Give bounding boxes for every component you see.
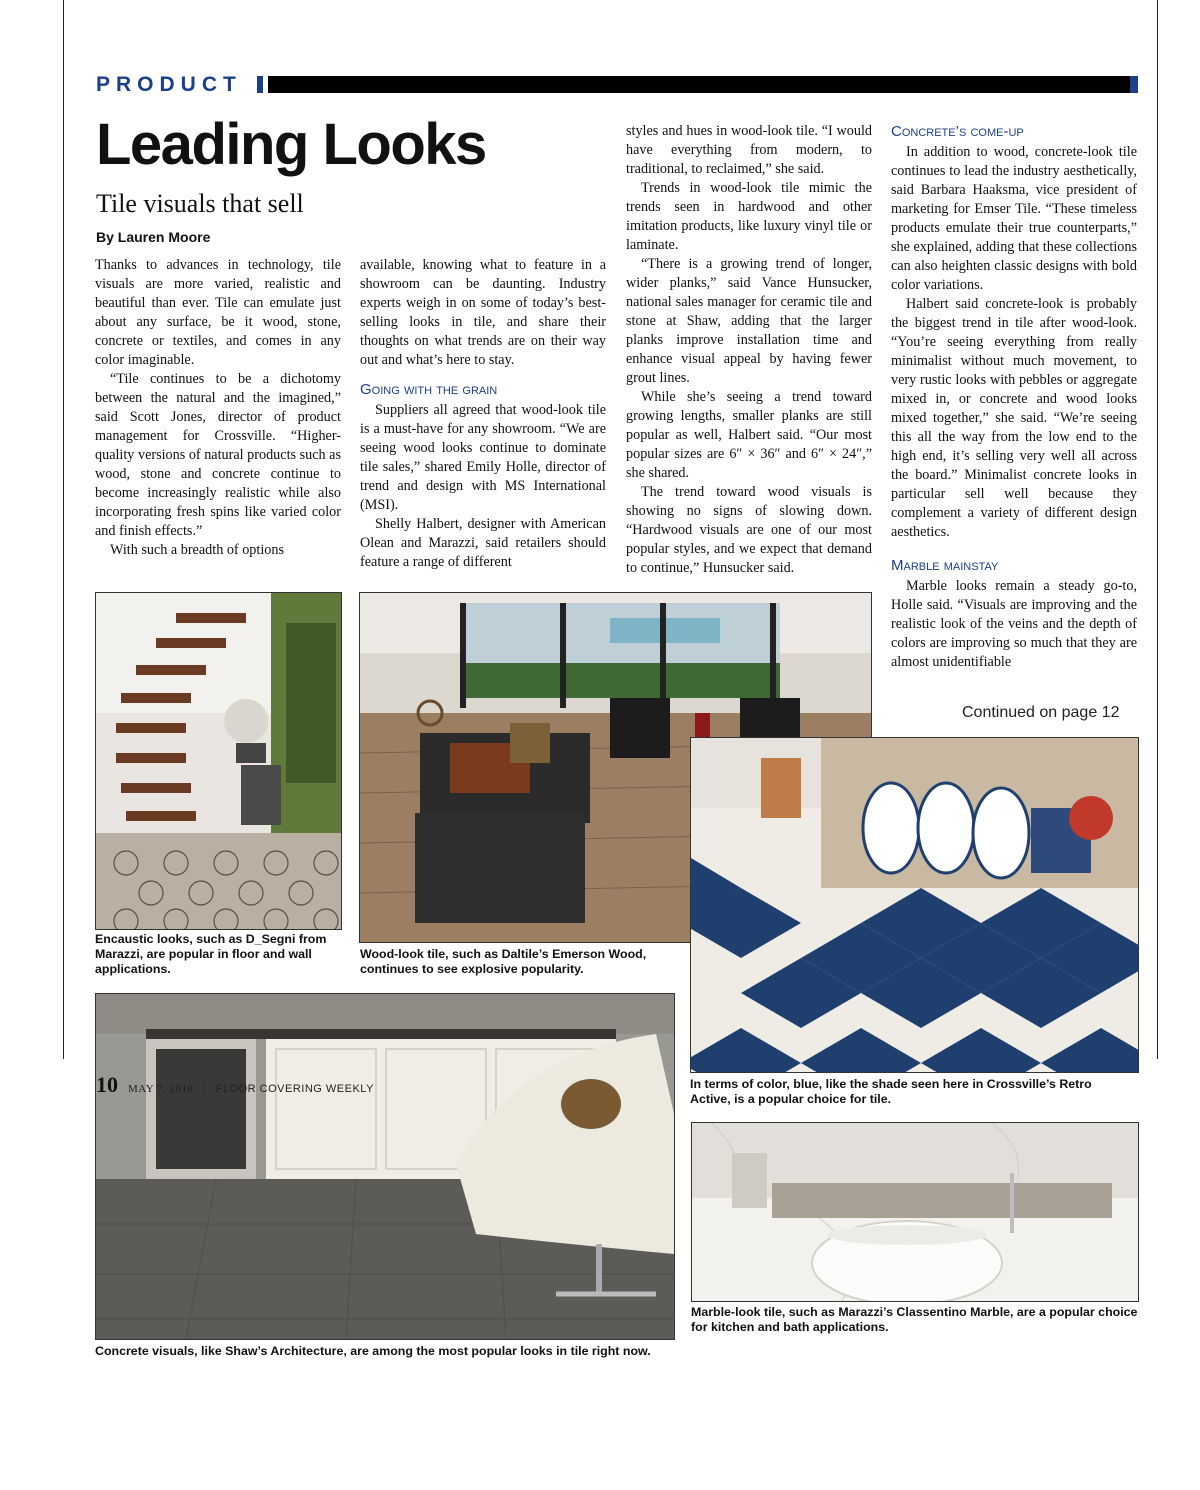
paragraph: While she’s seeing a trend toward growing lengths, smaller planks are still popular as well, Halbert said. “Our most popular sizes are 6″ × 36″ and 6″ × 24″,” she shared. <box>626 389 872 481</box>
article-subtitle: Tile visuals that sell <box>96 189 304 218</box>
article-title: Leading Looks <box>96 112 486 177</box>
issue-date: MAY 7, 2018 <box>128 1083 194 1095</box>
subhead-marble: Marble mainstay <box>891 557 999 574</box>
caption-encaustic: Encaustic looks, such as D_Segni from Marazzi, are popular in floor and wall applications. <box>95 932 327 976</box>
text-column-3 <box>626 122 872 578</box>
paragraph: “Tile continues to be a dichotomy between the natural and the imagined,” said Scott Jones, director of product management for Crossville. “Higher-quality versions of natural products such as wood, stone and concrete continue to become increasingly realistic while also incorporating fresh spins like varied color and finish effects.” <box>95 371 341 539</box>
caption-blue: In terms of color, blue, like the shade seen here in Crossville’s Retro Active, is a popular choice for tile. <box>690 1077 1092 1106</box>
encaustic-photo <box>95 592 342 930</box>
caption-concrete: Concrete visuals, like Shaw’s Architecture, are among the most popular looks in tile right now. <box>95 1344 651 1358</box>
subhead-wood: Going with the grain <box>360 381 498 398</box>
caption-wood: Wood-look tile, such as Daltile’s Emerson Wood, continues to see explosive popularity. <box>360 947 647 976</box>
paragraph: In addition to wood, concrete-look tile continues to lead the industry aesthetically, said Barbara Haaksma, vice president of marketing for Emser Tile. “These timeless products emulate their true counterparts,” she explained, adding that these collections can also heighten classic designs with bold color variations. <box>891 144 1137 293</box>
paragraph: Trends in wood-look tile mimic the trends seen in hardwood and other imitation products, like luxury vinyl tile or laminate. <box>626 180 872 253</box>
text-column-4 <box>891 122 1137 672</box>
continued-note: Continued on page 12 <box>962 704 1120 721</box>
footer-separator: | <box>203 1083 206 1095</box>
paragraph: styles and hues in wood-look tile. “I would have everything from modern, to traditional, to reclaimed,” she said. <box>626 123 872 177</box>
caption-marble: Marble-look tile, such as Marazzi’s Classentino Marble, are a popular choice for kitchen and bath applications. <box>691 1305 1138 1334</box>
text-column-1 <box>95 256 341 560</box>
paragraph: Marble looks remain a steady go-to, Holle said. “Visuals are improving and the realistic look of the veins and the depth of colors are improving so much that they are almost unidentifiable <box>891 578 1137 670</box>
concrete-photo <box>95 993 675 1340</box>
page-footer <box>96 1072 374 1098</box>
section-label: PRODUCT <box>96 73 242 96</box>
page-right-rule <box>1157 0 1158 1059</box>
paragraph: “There is a growing trend of longer, wider planks,” said Vance Hunsucker, national sales manager for ceramic tile and stone at Shaw, adding that the larger planks improve installation time and enhance visual appeal by having fewer grout lines. <box>626 256 872 386</box>
text-column-2 <box>360 256 606 572</box>
blue-tile-photo <box>690 737 1139 1073</box>
subhead-concrete: Concrete’s come-up <box>891 123 1024 140</box>
page-left-rule <box>63 0 64 1059</box>
paragraph: Thanks to advances in technology, tile visuals are more varied, realistic and beautiful than ever. Tile can emulate just about any surface, be it wood, stone, concrete or textiles, and comes in any color imaginable. <box>95 257 341 368</box>
publication-name: FLOOR COVERING WEEKLY <box>215 1083 374 1095</box>
section-rule-bar <box>268 76 1130 93</box>
paragraph: With such a breadth of options <box>110 542 284 558</box>
page-number: 10 <box>96 1072 118 1097</box>
paragraph: Suppliers all agreed that wood-look tile is a must-have for any showroom. “We are seeing wood looks continue to dominate tile sales,” shared Emily Holle, director of trend and design with MS International (MSI). <box>360 402 606 513</box>
section-rule-end <box>1130 76 1138 93</box>
section-accent-mark <box>257 76 263 93</box>
paragraph: The trend toward wood visuals is showing no signs of slowing down. “Hardwood visuals are one of our most popular styles, and we expect that demand to continue,” Hunsucker said. <box>626 484 872 576</box>
marble-photo <box>691 1122 1139 1302</box>
paragraph: Shelly Halbert, designer with American Olean and Marazzi, said retailers should feature a range of different <box>360 516 606 570</box>
article-byline: By Lauren Moore <box>96 229 211 245</box>
paragraph: Halbert said concrete-look is probably the biggest trend in tile after wood-look. “You’re seeing everything from really minimalist without much movement, to very rustic looks with pebbles or aggregate mixed in, or concrete and wood looks mixed together,” she said. “We’re seeing this all the way from the low end to the high end, it’s selling very well all across the board.” Minimalist concrete looks in particular sell well because they complement a variety of different design aesthetics. <box>891 296 1137 540</box>
paragraph: available, knowing what to feature in a showroom can be daunting. Industry experts weigh in on some of today’s best-selling looks in tile, and share their thoughts on what trends are on their way out and what’s here to stay. <box>360 257 606 368</box>
